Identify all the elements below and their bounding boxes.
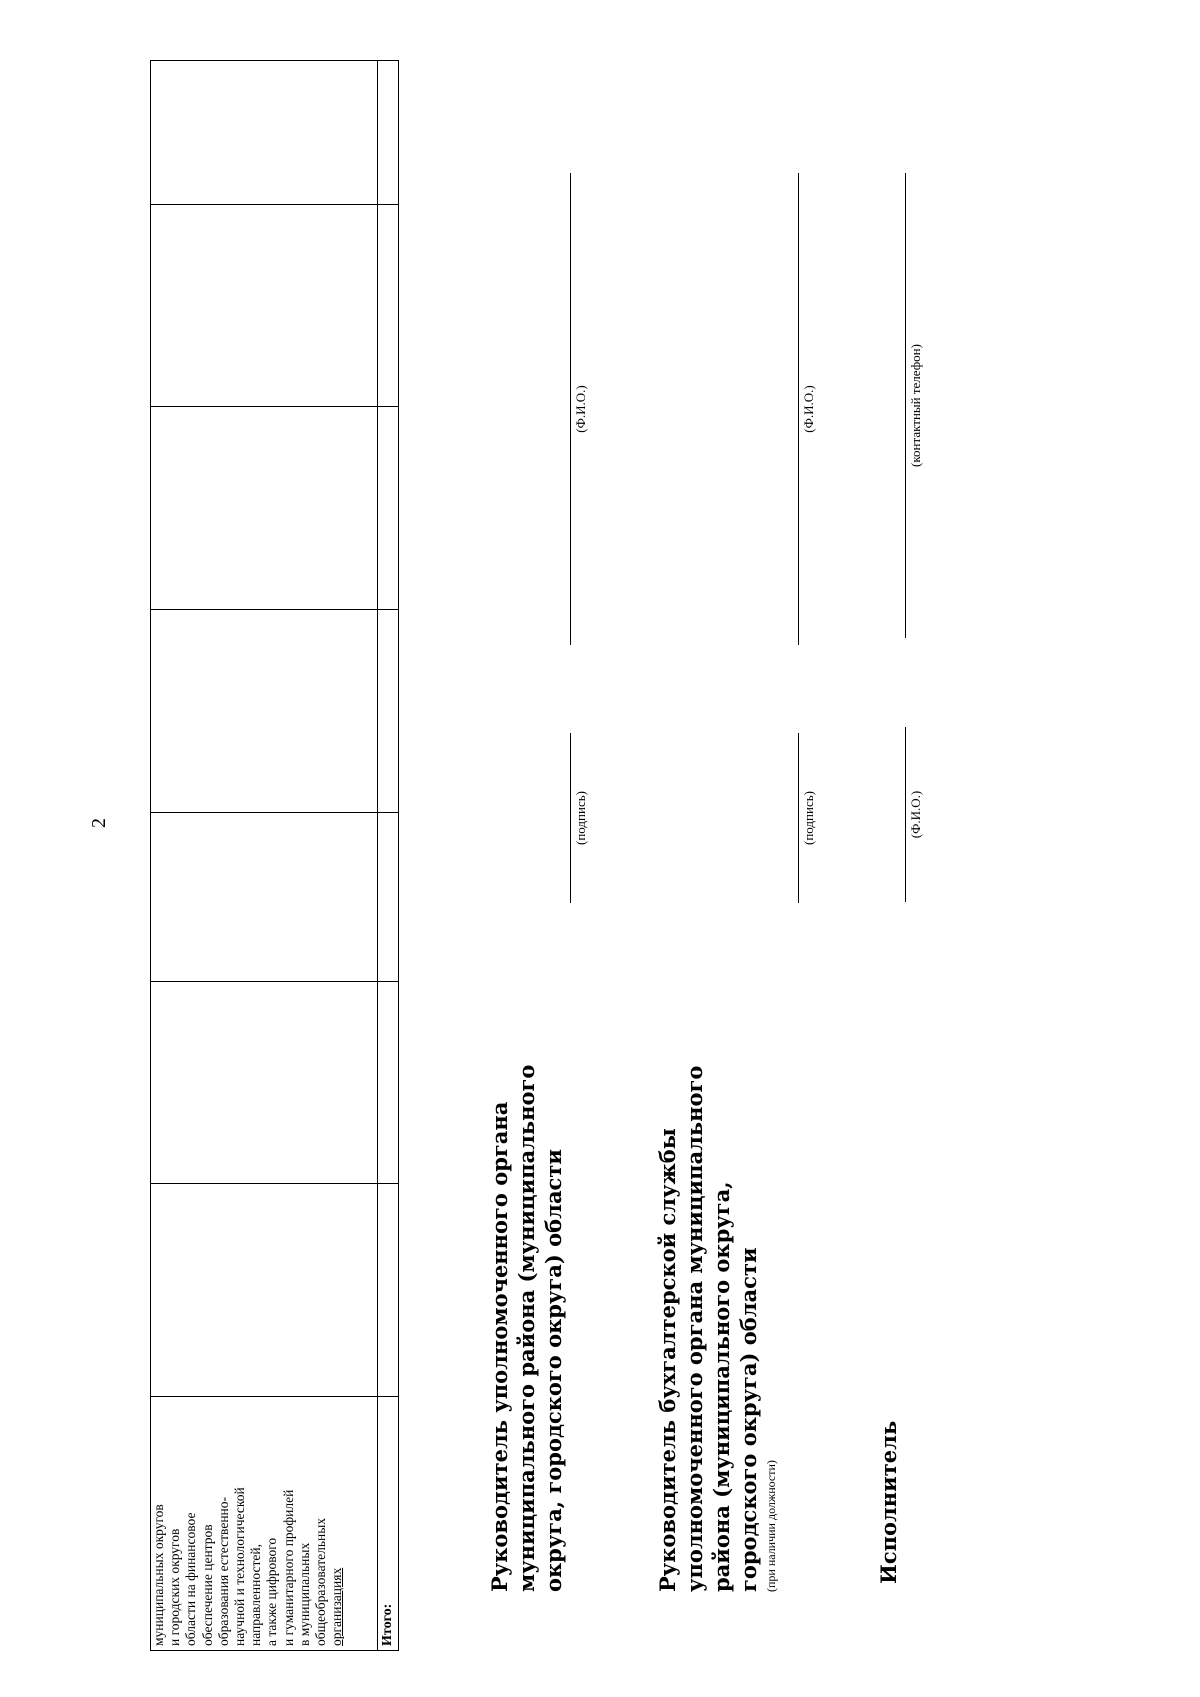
accountant-note: (при наличии должности): [764, 1460, 778, 1592]
head-signature-caption: (подпись): [573, 791, 588, 845]
executor-phone-line: [905, 173, 906, 638]
table-row: [151, 61, 378, 1651]
table-cell: [151, 610, 378, 813]
table-cell: [378, 407, 399, 610]
accountant-signature-caption: (подпись): [801, 791, 816, 845]
table-cell: [378, 1184, 399, 1397]
table-cell: [378, 205, 399, 407]
table-cell: [151, 813, 378, 982]
head-name-line: [570, 173, 571, 645]
table-cell: [151, 1184, 378, 1397]
accountant-title-line: городского округа) области: [736, 1247, 761, 1592]
executor-name-line: [905, 727, 906, 902]
table-cell: [151, 61, 378, 205]
budget-table: [150, 151, 399, 1651]
table-cell: [151, 205, 378, 407]
total-label: Итого:: [378, 1397, 399, 1651]
table-row-total: [378, 61, 399, 1651]
table-cell: [378, 61, 399, 205]
table-cell: [151, 407, 378, 610]
table-cell-description: муниципальных округов и городских округов области на финансовое обеспечение центров образования естественно- научной и технологической направленностей, а также цифрового и гуманитарного профилей в муниципальных общеобразовательных организациях: [151, 1397, 378, 1651]
table-cell: [378, 610, 399, 813]
accountant-title-line: Руководитель бухгалтерской службы: [655, 1128, 680, 1592]
head-signature-line: [570, 733, 571, 903]
accountant-name-caption: (Ф.И.О.): [801, 385, 816, 433]
accountant-name-line: [798, 173, 799, 645]
head-name-caption: (Ф.И.О.): [573, 385, 588, 433]
executor-name-caption: (Ф.И.О.): [908, 790, 923, 839]
table-cell: [151, 982, 378, 1184]
head-title: Руководитель уполномоченного органа муниципального района (муниципального округа, городского округа) области: [487, 1064, 566, 1592]
table-cell: [378, 813, 399, 982]
executor-title: Исполнитель: [876, 1420, 901, 1584]
accountant-signature-line: [798, 733, 799, 903]
page-number: 2: [88, 818, 110, 828]
executor-phone-caption: (контактный телефон): [908, 344, 923, 467]
accountant-title-line: уполномоченного органа муниципального: [682, 1065, 707, 1592]
accountant-title-line: района (муниципального округа,: [709, 1181, 734, 1592]
table-cell: [378, 982, 399, 1184]
accountant-block: [654, 1066, 779, 1592]
